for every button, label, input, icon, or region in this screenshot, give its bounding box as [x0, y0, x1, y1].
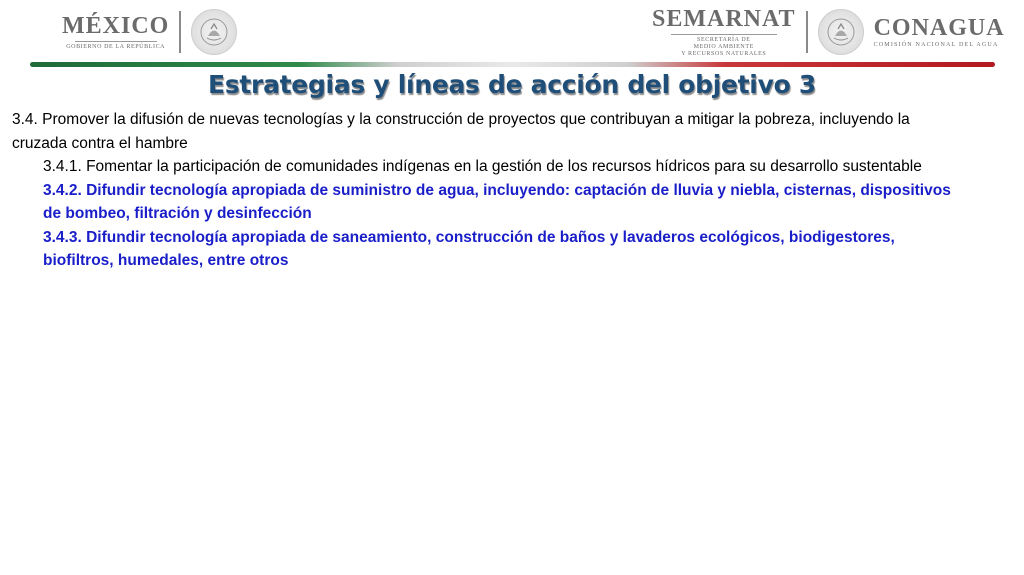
mexico-subtitle: GOBIERNO DE LA REPÚBLICA: [66, 44, 166, 50]
conagua-subtitle: COMISIÓN NACIONAL DEL AGUA: [873, 42, 999, 48]
coat-of-arms-icon: [191, 9, 237, 55]
tricolor-stripe: [30, 62, 995, 67]
slide-title: Estrategias y líneas de acción del objetivo 3: [208, 70, 816, 99]
action-line-3-4-2: 3.4.2. Difundir tecnología apropiada de suministro de agua, incluyendo: captación de lluvia y niebla, cisternas, dispositivos de bombeo, filtración y desinfección: [43, 181, 951, 222]
semarnat-wordmark: [652, 6, 796, 58]
semarnat-subtitle-3: Y RECURSOS NATURALES: [681, 51, 767, 57]
slide-body: [12, 108, 962, 273]
logo-separator: [179, 11, 181, 53]
divider: [671, 34, 777, 35]
coat-of-arms-icon: [818, 9, 864, 55]
mexico-wordmark: [62, 13, 169, 51]
action-line-3-4-1: 3.4.1. Fomentar la participación de comunidades indígenas en la gestión de los recursos hídricos para su desarrollo sustentable: [43, 158, 922, 175]
conagua-wordmark: [874, 15, 1005, 49]
logo-separator: [806, 11, 808, 53]
conagua-name: CONAGUA: [873, 15, 1005, 41]
mexico-name: MÉXICO: [62, 13, 170, 39]
mexico-logo: [62, 8, 237, 56]
semarnat-subtitle-2: MEDIO AMBIENTE: [693, 44, 754, 50]
semarnat-subtitle-1: SECRETARÍA DE: [697, 37, 751, 43]
strategy-text: 3.4. Promover la difusión de nuevas tecnologías y la construcción de proyectos que contribuyan a mitigar la pobreza, incluyendo la cruzada contra el hambre: [12, 111, 910, 152]
semarnat-conagua-logos: [652, 8, 1005, 56]
divider: [75, 41, 157, 42]
semarnat-name: SEMARNAT: [652, 6, 796, 32]
action-line-3-4-3: 3.4.3. Difundir tecnología apropiada de saneamiento, construcción de baños y lavaderos ecológicos, biodigestores, biofiltros, humedales, entre otros: [43, 228, 895, 269]
